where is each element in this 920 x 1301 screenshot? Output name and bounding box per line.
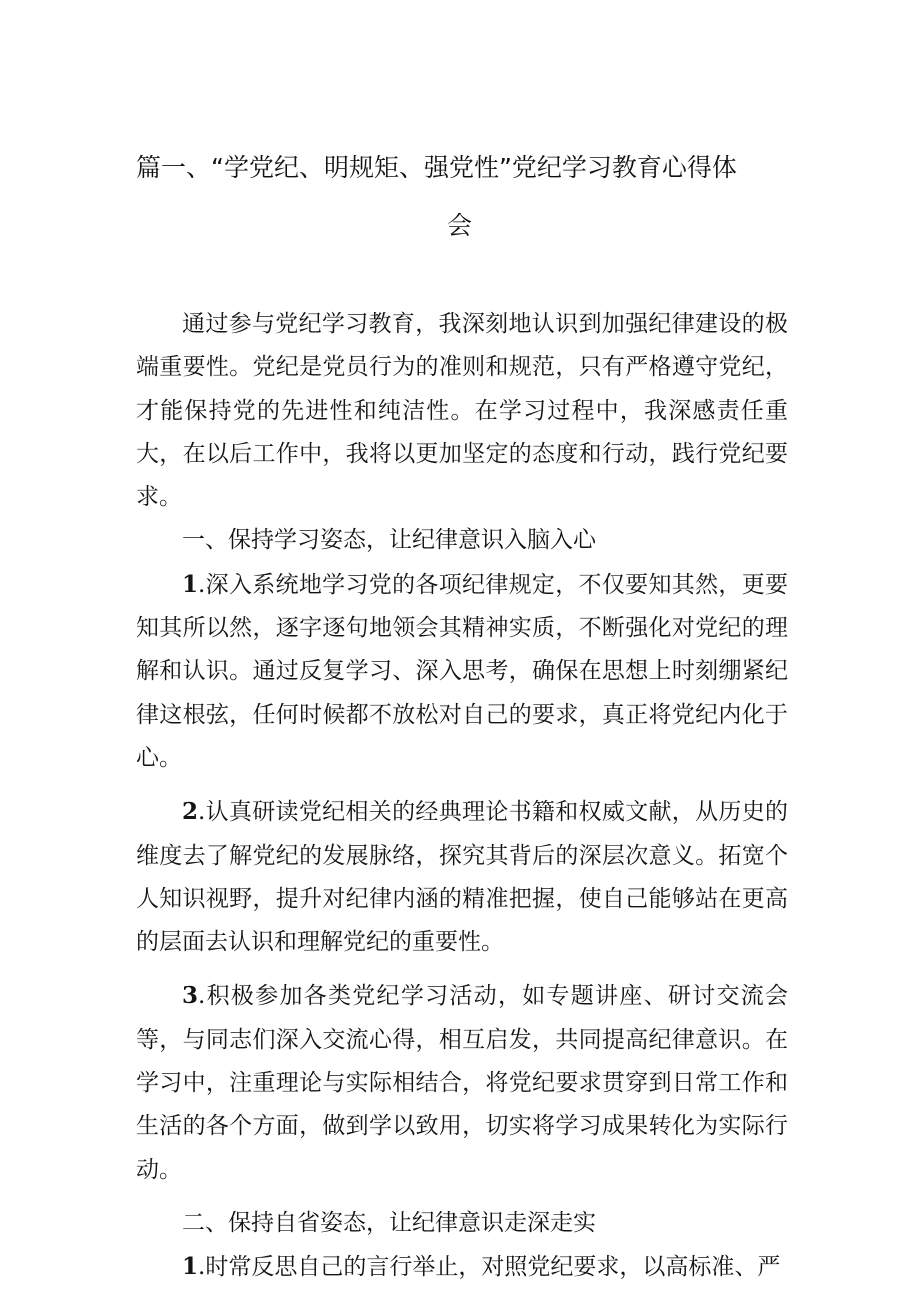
section-2-item-1 (136, 1245, 788, 1289)
section-2-heading: 二、保持自省姿态，让纪律意识走深走实 (182, 1209, 596, 1236)
item-number: 2 (182, 798, 199, 826)
section-1-item-1 (136, 563, 788, 780)
section-1-item-3 (136, 974, 788, 1191)
item-text: .时常反思自己的言行举止，对照党纪要求，以高标准、严 (198, 1254, 781, 1281)
document-title-line-1: 篇一、“学党纪、明规矩、强党性”党纪学习教育心得体 (136, 153, 737, 182)
item-number: 3 (182, 982, 199, 1010)
document-body (136, 303, 788, 1290)
section-1-item-2 (136, 790, 788, 964)
intro-paragraph: 通过参与党纪学习教育，我深刻地认识到加强纪律建设的极端重要性。党纪是党员行为的准则和规范，只有严格遵守党纪，才能保持党的先进性和纯洁性。在学习过程中，我深感责任重大，在以后工作中，我将以更加坚定的态度和行动，践行党纪要求。 (136, 311, 788, 511)
item-text: .认真研读党纪相关的经典理论书籍和权威文献，从历史的维度去了解党纪的发展脉络，探究其背后的深层次意义。拓宽个人知识视野，提升对纪律内涵的精准把握，使自己能够站在更高的层面去认识和理解党纪的重要性。 (136, 799, 788, 956)
document-title-line-2: 会 (447, 211, 473, 240)
item-text: .深入系统地学习党的各项纪律规定，不仅要知其然，更要知其所以然，逐字逐句地领会其精神实质，不断强化对党纪的理解和认识。通过反复学习、深入思考，确保在思想上时刻绷紧纪律这根弦，任何时候都不放松对自己的要求，真正将党纪内化于心。 (136, 571, 788, 771)
item-number: 1 (182, 1253, 199, 1281)
item-text: .积极参加各类党纪学习活动，如专题讲座、研讨交流会等，与同志们深入交流心得，相互启发，共同提高纪律意识。在学习中，注重理论与实际相结合，将党纪要求贯穿到日常工作和生活的各个方面，做到学以致用，切实将学习成果转化为实际行动。 (136, 983, 788, 1183)
section-1-heading: 一、保持学习姿态，让纪律意识入脑入心 (182, 527, 596, 554)
item-number: 1 (182, 570, 199, 598)
